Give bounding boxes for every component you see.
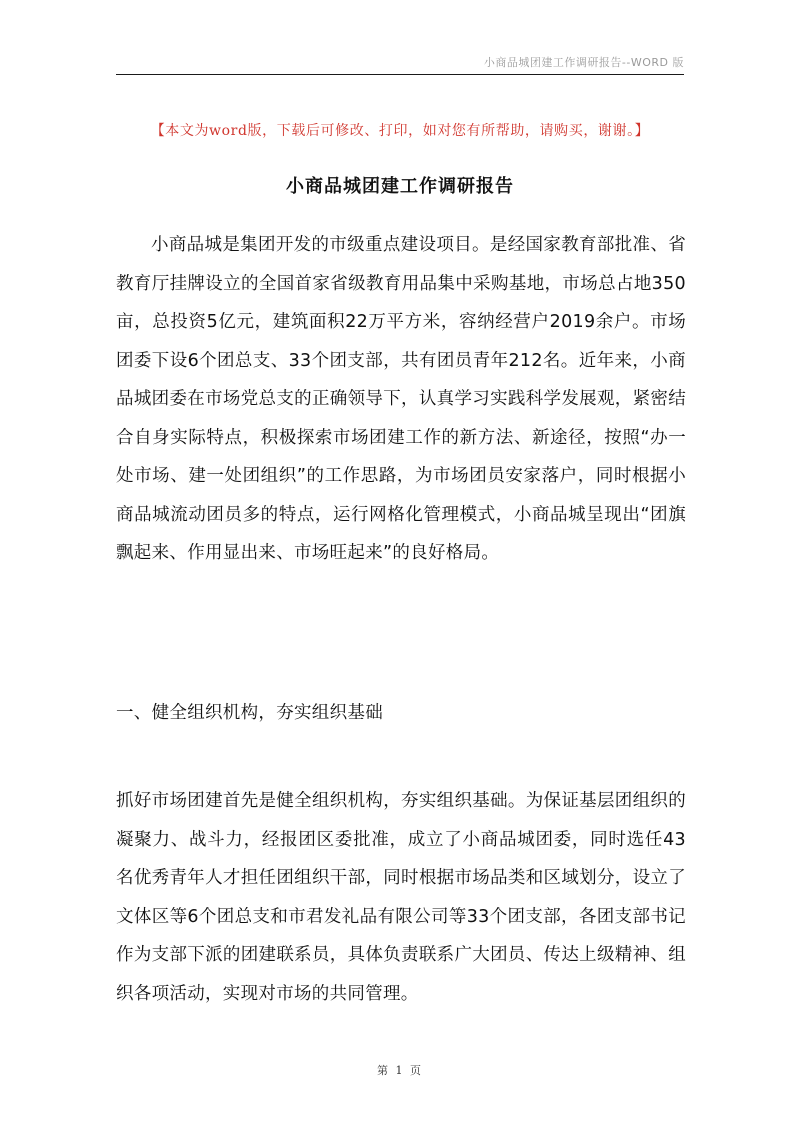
header-divider: [116, 74, 684, 75]
download-notice: 【本文为word版，下载后可修改、打印，如对您有所帮助，请购买，谢谢。】: [150, 123, 650, 139]
section-heading: 一、健全组织机构，夯实组织基础: [116, 703, 383, 723]
intro-paragraph: 小商品城是集团开发的市级重点建设项目。是经国家教育部批准、省教育厅挂牌设立的全国首家省级教育用品集中采购基地，市场总占地350亩，总投资5亿元，建筑面积22万平方米，容纳经营户2019余户。市场团委下设6个团总支、33个团支部，共有团员青年212名。近年来，小商品城团委在市场党总支的正确领导下，认真学习实践科学发展观，紧密结合自身实际特点，积极探索市场团建工作的新方法、新途径，按照“办一处市场、建一处团组织”的工作思路，为市场团员安家落户，同时根据小商品城流动团员多的特点，运行网格化管理模式，小商品城呈现出“团旗飘起来、作用显出来、市场旺起来”的良好格局。: [116, 235, 686, 563]
document-title: 小商品城团建工作调研报告: [286, 176, 514, 197]
body-paragraph: 抓好市场团建首先是健全组织机构，夯实组织基础。为保证基层团组织的凝聚力、战斗力，经报团区委批准，成立了小商品城团委，同时选任43名优秀青年人才担任团组织干部，同时根据市场品类和区域划分，设立了文体区等6个团总支和市君发礼品有限公司等33个团支部，各团支部书记作为支部下派的团建联系员，具体负责联系广大团员、传达上级精神、组织各项活动，实现对市场的共同管理。: [116, 791, 686, 1004]
running-header: 小商品城团建工作调研报告--WORD 版: [483, 56, 684, 69]
page-number: 第 1 页: [377, 1064, 423, 1077]
